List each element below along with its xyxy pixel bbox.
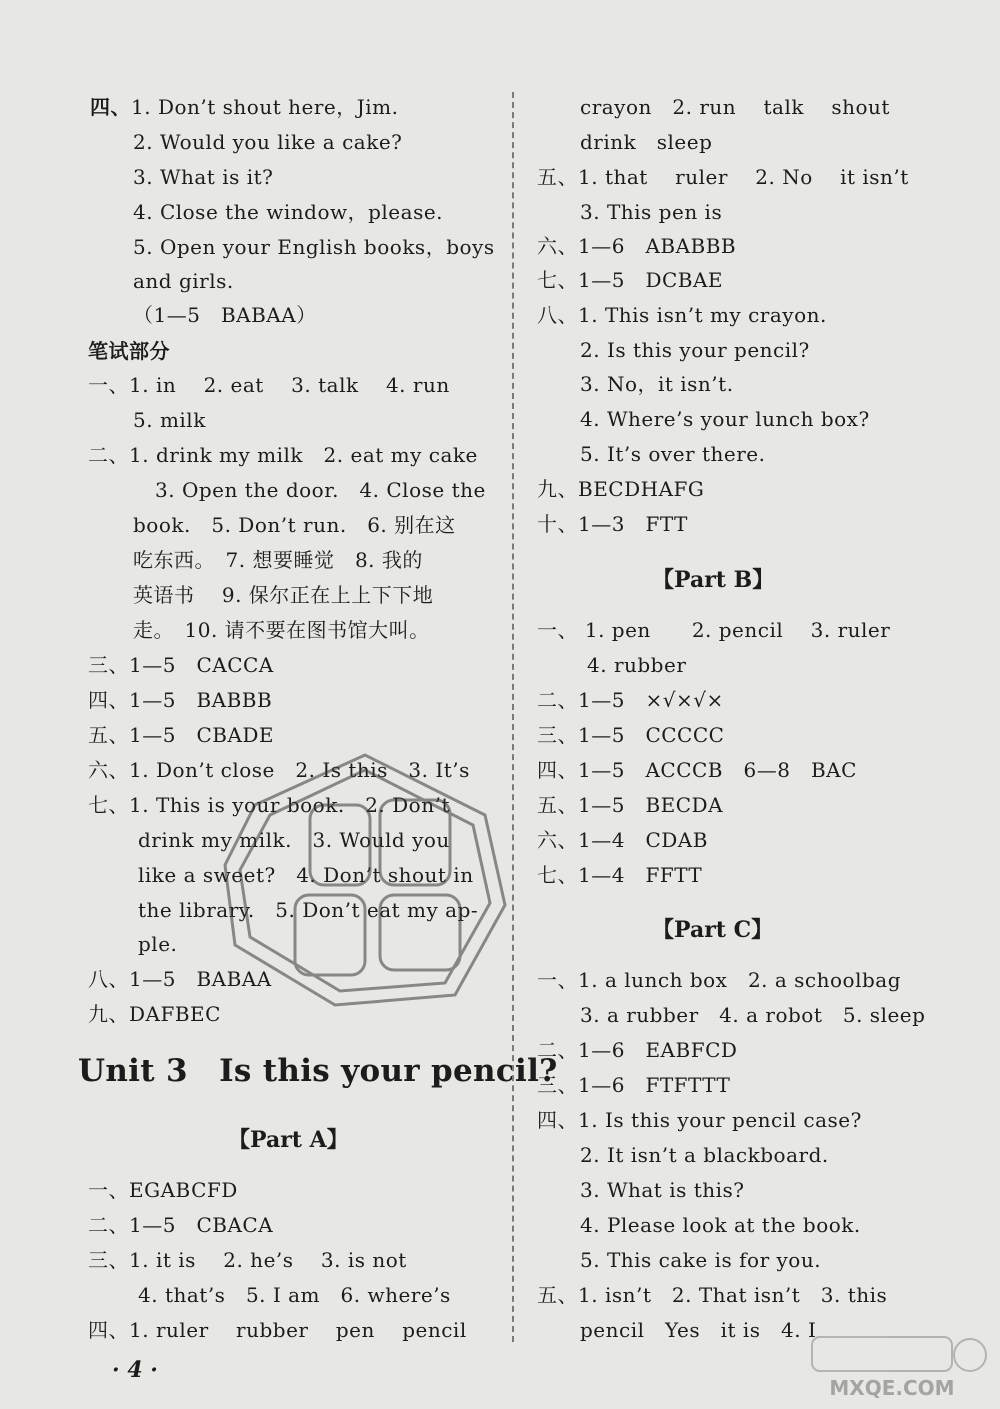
- answer-line: 二、1—5 ×√×√×: [537, 688, 724, 712]
- section-4-line-4: 4. Close the window，please.: [133, 200, 444, 224]
- column-divider: [512, 92, 514, 1342]
- answer-line: 一、EGABCFD: [88, 1178, 238, 1202]
- section-4-line-6: and girls.: [133, 269, 234, 293]
- answer-line: 4. Please look at the book.: [580, 1213, 861, 1237]
- answer-line: 3. No，it isn’t.: [580, 372, 734, 396]
- section-4-line-2: 2. Would you like a cake?: [133, 130, 403, 154]
- answer-line: 五、1. that ruler 2. No it isn’t: [537, 165, 909, 189]
- unit-title: Unit 3 Is this your pencil?: [78, 1053, 558, 1089]
- answer-line: 三、1—5 CCCCC: [537, 723, 725, 747]
- answer-line: the library. 5. Don’t eat my ap-: [138, 898, 479, 922]
- answer-line: 走。 10. 请不要在图书馆大叫。: [133, 618, 430, 642]
- section-4-line-1: 四、1. Don’t shout here，Jim.: [90, 95, 399, 119]
- answer-line: 四、1—5 ACCCB 6—8 BAC: [537, 758, 857, 782]
- answer-line: 六、1—4 CDAB: [537, 828, 708, 852]
- answer-line: 二、1. drink my milk 2. eat my cake: [88, 443, 478, 467]
- answer-line: 英语书 9. 保尔正在上上下下地: [133, 583, 434, 607]
- answer-line: drink my milk. 3. Would you: [138, 828, 450, 852]
- answer-line: ple.: [138, 932, 178, 956]
- answer-line: 4. rubber: [587, 653, 687, 677]
- part-a-heading: 【Part A】: [228, 1127, 349, 1153]
- answer-line: drink sleep: [580, 130, 713, 154]
- answer-line: 六、1—6 ABABBB: [537, 234, 737, 258]
- answer-line: 七、1—5 DCBAE: [537, 268, 724, 292]
- answer-line: 5. This cake is for you.: [580, 1248, 822, 1272]
- answer-line: 四、1—5 BABBB: [88, 688, 273, 712]
- answer-line: 三、1—6 FTFTTT: [537, 1073, 731, 1097]
- part-c-heading: 【Part C】: [652, 917, 774, 943]
- answer-line: 五、1—5 BECDA: [537, 793, 724, 817]
- answer-line: 一、1. in 2. eat 3. talk 4. run: [88, 373, 450, 397]
- answer-line: 4. Where’s your lunch box?: [580, 407, 870, 431]
- answer-line: 九、BECDHAFG: [537, 477, 705, 501]
- answer-line: 吃东西。 7. 想要睡觉 8. 我的: [133, 548, 423, 572]
- answer-line: 六、1. Don’t close 2. Is this 3. It’s: [88, 758, 470, 782]
- answer-line: book. 5. Don’t run. 6. 别在这: [133, 513, 456, 537]
- answer-line: 三、1. it is 2. he’s 3. is not: [88, 1248, 407, 1272]
- page-number: · 4 ·: [112, 1357, 158, 1383]
- answer-line: 二、1—6 EABFCD: [537, 1038, 738, 1062]
- answer-line: 4. that’s 5. I am 6. where’s: [138, 1283, 451, 1307]
- written-heading: 笔试部分: [88, 339, 170, 363]
- answer-line: 七、1. This is your book. 2. Don’t: [88, 793, 450, 817]
- section-4-line-3: 3. What is it?: [133, 165, 274, 189]
- answer-line: 二、1—5 CBACA: [88, 1213, 274, 1237]
- answer-line: 3. Open the door. 4. Close the: [155, 478, 486, 502]
- answer-line: 五、1. isn’t 2. That isn’t 3. this: [537, 1283, 888, 1307]
- site-watermark-text: MXQE.COM: [829, 1376, 955, 1400]
- answer-line: 四、1. Is this your pencil case?: [537, 1108, 862, 1132]
- section-4-line-7: （1—5 BABAA）: [133, 303, 317, 327]
- part-b-heading: 【Part B】: [652, 567, 775, 593]
- answer-line: 3. What is this?: [580, 1178, 745, 1202]
- answer-line: 九、DAFBEC: [88, 1002, 221, 1026]
- section-4-line-5: 5. Open your English books，boys: [133, 235, 495, 259]
- answer-line: 一、 1. pen 2. pencil 3. ruler: [537, 618, 891, 642]
- answer-line: 三、1—5 CACCA: [88, 653, 274, 677]
- answer-line: 十、1—3 FTT: [537, 512, 688, 536]
- answer-line: 四、1. ruler rubber pen pencil: [88, 1318, 467, 1342]
- answer-line: 八、1—5 BABAA: [88, 967, 272, 991]
- answer-line: 一、1. a lunch box 2. a schoolbag: [537, 968, 902, 992]
- answer-line: 七、1—4 FFTT: [537, 863, 703, 887]
- answer-line: crayon 2. run talk shout: [580, 95, 890, 119]
- site-watermark-icon: [792, 1333, 992, 1403]
- answer-line: 八、1. This isn’t my crayon.: [537, 303, 827, 327]
- answer-line: 3. This pen is: [580, 200, 723, 224]
- answer-line: 2. Is this your pencil?: [580, 338, 810, 362]
- answer-line: 5. It’s over there.: [580, 442, 766, 466]
- answer-line: 五、1—5 CBADE: [88, 723, 275, 747]
- answer-line: pencil Yes it is 4. I: [580, 1318, 817, 1342]
- answer-line: 3. a rubber 4. a robot 5. sleep: [580, 1003, 926, 1027]
- answer-line: 5. milk: [133, 408, 206, 432]
- answer-line: like a sweet? 4. Don’t shout in: [138, 863, 474, 887]
- answer-line: 2. It isn’t a blackboard.: [580, 1143, 829, 1167]
